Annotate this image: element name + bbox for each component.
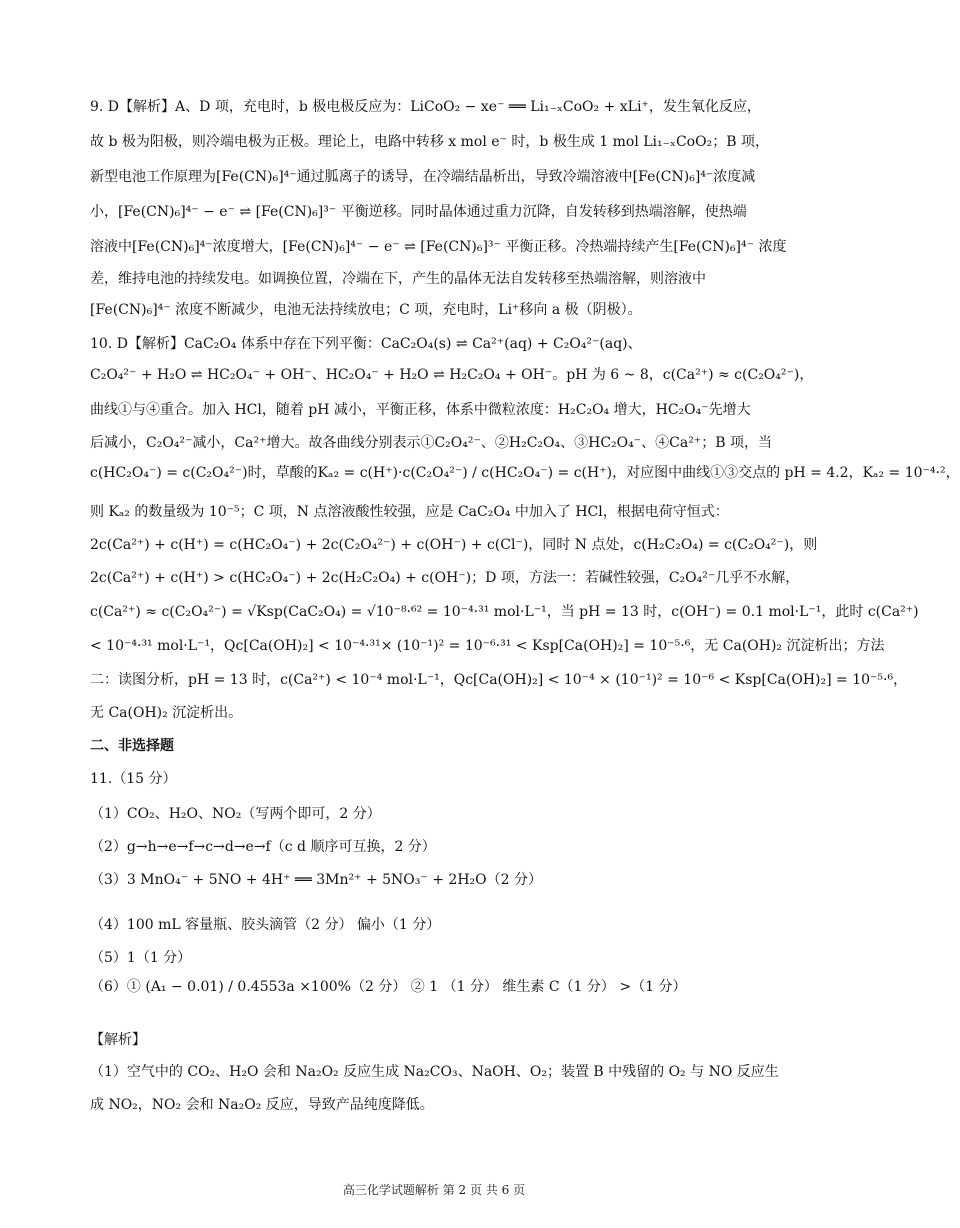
q10-line-4: 后减小，C₂O₄²⁻减小，Ca²⁺增大。故各曲线分别表示①C₂O₄²⁻、②H₂C₂O₄、③HC₂O₄⁻、④Ca²⁺；B 项，当 (90, 435, 772, 451)
q11-part-2: （2）g→h→e→f→c→d→e→f（c d 顺序可互换，2 分） (90, 839, 436, 855)
q10-line-7: 2c(Ca²⁺) + c(H⁺) = c(HC₂O₄⁻) + 2c(C₂O₄²⁻) + c(OH⁻) + c(Cl⁻)，同时 N 点处，c(H₂C₂O₄) = c(C₂O₄²⁻)，则 (90, 537, 818, 553)
section-title: 二、非选择题 (90, 738, 174, 754)
q10-line-2: C₂O₄²⁻ + H₂O ⇌ HC₂O₄⁻ + OH⁻、HC₂O₄⁻ + H₂O ⇌ H₂C₂O₄ + OH⁻。pH 为 6 ~ 8，c(Ca²⁺) ≈ c(C₂O₄²⁻)， (90, 367, 814, 383)
page-footer: 高三化学试题解析 第 2 页 共 6 页 (342, 1183, 526, 1197)
q10-line-9: c(Ca²⁺) ≈ c(C₂O₄²⁻) = √Ksp(CaC₂O₄) = √10⁻⁸·⁶² = 10⁻⁴·³¹ mol·L⁻¹，当 pH = 13 时，c(OH⁻) = 0.1 mol·L⁻¹，此时 c(Ca²⁺) (90, 604, 919, 620)
q10-line-8: 2c(Ca²⁺) + c(H⁺) > c(HC₂O₄⁻) + 2c(H₂C₂O₄) + c(OH⁻)；D 项，方法一：若碱性较强，C₂O₄²⁻几乎不水解， (90, 570, 800, 586)
analysis-line-2: 成 NO₂，NO₂ 会和 Na₂O₂ 反应，导致产品纯度降低。 (90, 1097, 434, 1113)
q9-line-6: 差，维持电池的持续发电。如调换位置，冷端在下，产生的晶体无法自发转移至热端溶解，则溶液中 (90, 271, 706, 287)
q9-line-1: 9. D【解析】A、D 项，充电时，b 极电极反应为：LiCoO₂ − xe⁻ ══ Li₁₋ₓCoO₂ + xLi⁺，发生氧化反应， (90, 99, 761, 115)
q11-part-6: （6）① (A₁ − 0.01) / 0.4553a ×100%（2 分） ② 1 （1 分） 维生素 C（1 分） >（1 分） (90, 979, 687, 995)
q10-line-12: 无 Ca(OH)₂ 沉淀析出。 (90, 705, 243, 721)
q9-line-5: 溶液中[Fe(CN)₆]⁴⁻浓度增大，[Fe(CN)₆]⁴⁻ − e⁻ ⇌ [Fe(CN)₆]³⁻ 平衡正移。冷热端持续产生[Fe(CN)₆]⁴⁻ 浓度 (90, 239, 787, 255)
q11-part-3: （3）3 MnO₄⁻ + 5NO + 4H⁺ ══ 3Mn²⁺ + 5NO₃⁻ + 2H₂O（2 分） (90, 872, 542, 888)
q10-line-3: 曲线①与④重合。加入 HCl，随着 pH 减小，平衡正移，体系中微粒浓度：H₂C₂O₄ 增大，HC₂O₄⁻先增大 (90, 402, 751, 418)
q9-line-3: 新型电池工作原理为[Fe(CN)₆]⁴⁻通过胍离子的诱导，在冷端结晶析出，导致冷端溶液中[Fe(CN)₆]⁴⁻浓度减 (90, 169, 756, 185)
q10-line-10: < 10⁻⁴·³¹ mol·L⁻¹，Qc[Ca(OH)₂] < 10⁻⁴·³¹× (10⁻¹)² = 10⁻⁶·³¹ < Ksp[Ca(OH)₂] = 10⁻⁵·⁶，无 Ca(OH)₂ 沉淀析出；方法 (90, 638, 885, 654)
q11-heading: 11.（15 分） (90, 771, 177, 787)
q9-line-4: 小，[Fe(CN)₆]⁴⁻ − e⁻ ⇌ [Fe(CN)₆]³⁻ 平衡逆移。同时晶体通过重力沉降，自发转移到热端溶解，使热端 (90, 204, 747, 220)
q11-part-4: （4）100 mL 容量瓶、胶头滴管（2 分） 偏小（1 分） (90, 917, 441, 933)
q9-line-7: [Fe(CN)₆]⁴⁻ 浓度不断减少，电池无法持续放电；C 项，充电时，Li⁺移向 a 极（阴极）。 (90, 302, 642, 318)
analysis-line-1: （1）空气中的 CO₂、H₂O 会和 Na₂O₂ 反应生成 Na₂CO₃、NaOH、O₂；装置 B 中残留的 O₂ 与 NO 反应生 (90, 1064, 779, 1080)
analysis-heading: 【解析】 (90, 1032, 146, 1048)
q9-line-2: 故 b 极为阳极，则冷端电极为正极。理论上，电路中转移 x mol e⁻ 时，b 极生成 1 mol Li₁₋ₓCoO₂；B 项， (90, 134, 769, 150)
q10-line-6: 则 Kₐ₂ 的数量级为 10⁻⁵；C 项，N 点溶液酸性较强，应是 CaC₂O₄ 中加入了 HCl，根据电荷守恒式： (90, 504, 729, 520)
q11-part-1: （1）CO₂、H₂O、NO₂（写两个即可，2 分） (90, 806, 381, 822)
q10-line-5: c(HC₂O₄⁻) = c(C₂O₄²⁻)时，草酸的Kₐ₂ = c(H⁺)·c(C₂O₄²⁻) / c(HC₂O₄⁻) = c(H⁺)，对应图中曲线①③交点的 pH = 4.2，Kₐ₂ = 10⁻⁴·²， (90, 465, 960, 481)
q10-line-1: 10. D【解析】CaC₂O₄ 体系中存在下列平衡：CaC₂O₄(s) ⇌ Ca²⁺(aq) + C₂O₄²⁻(aq)、 (90, 336, 642, 352)
q11-part-5: （5）1（1 分） (90, 950, 192, 966)
q10-line-11: 二：读图分析，pH = 13 时，c(Ca²⁺) < 10⁻⁴ mol·L⁻¹，Qc[Ca(OH)₂] < 10⁻⁴ × (10⁻¹)² = 10⁻⁶ < Ksp[Ca(OH)₂] = 10⁻⁵·⁶， (90, 672, 908, 688)
